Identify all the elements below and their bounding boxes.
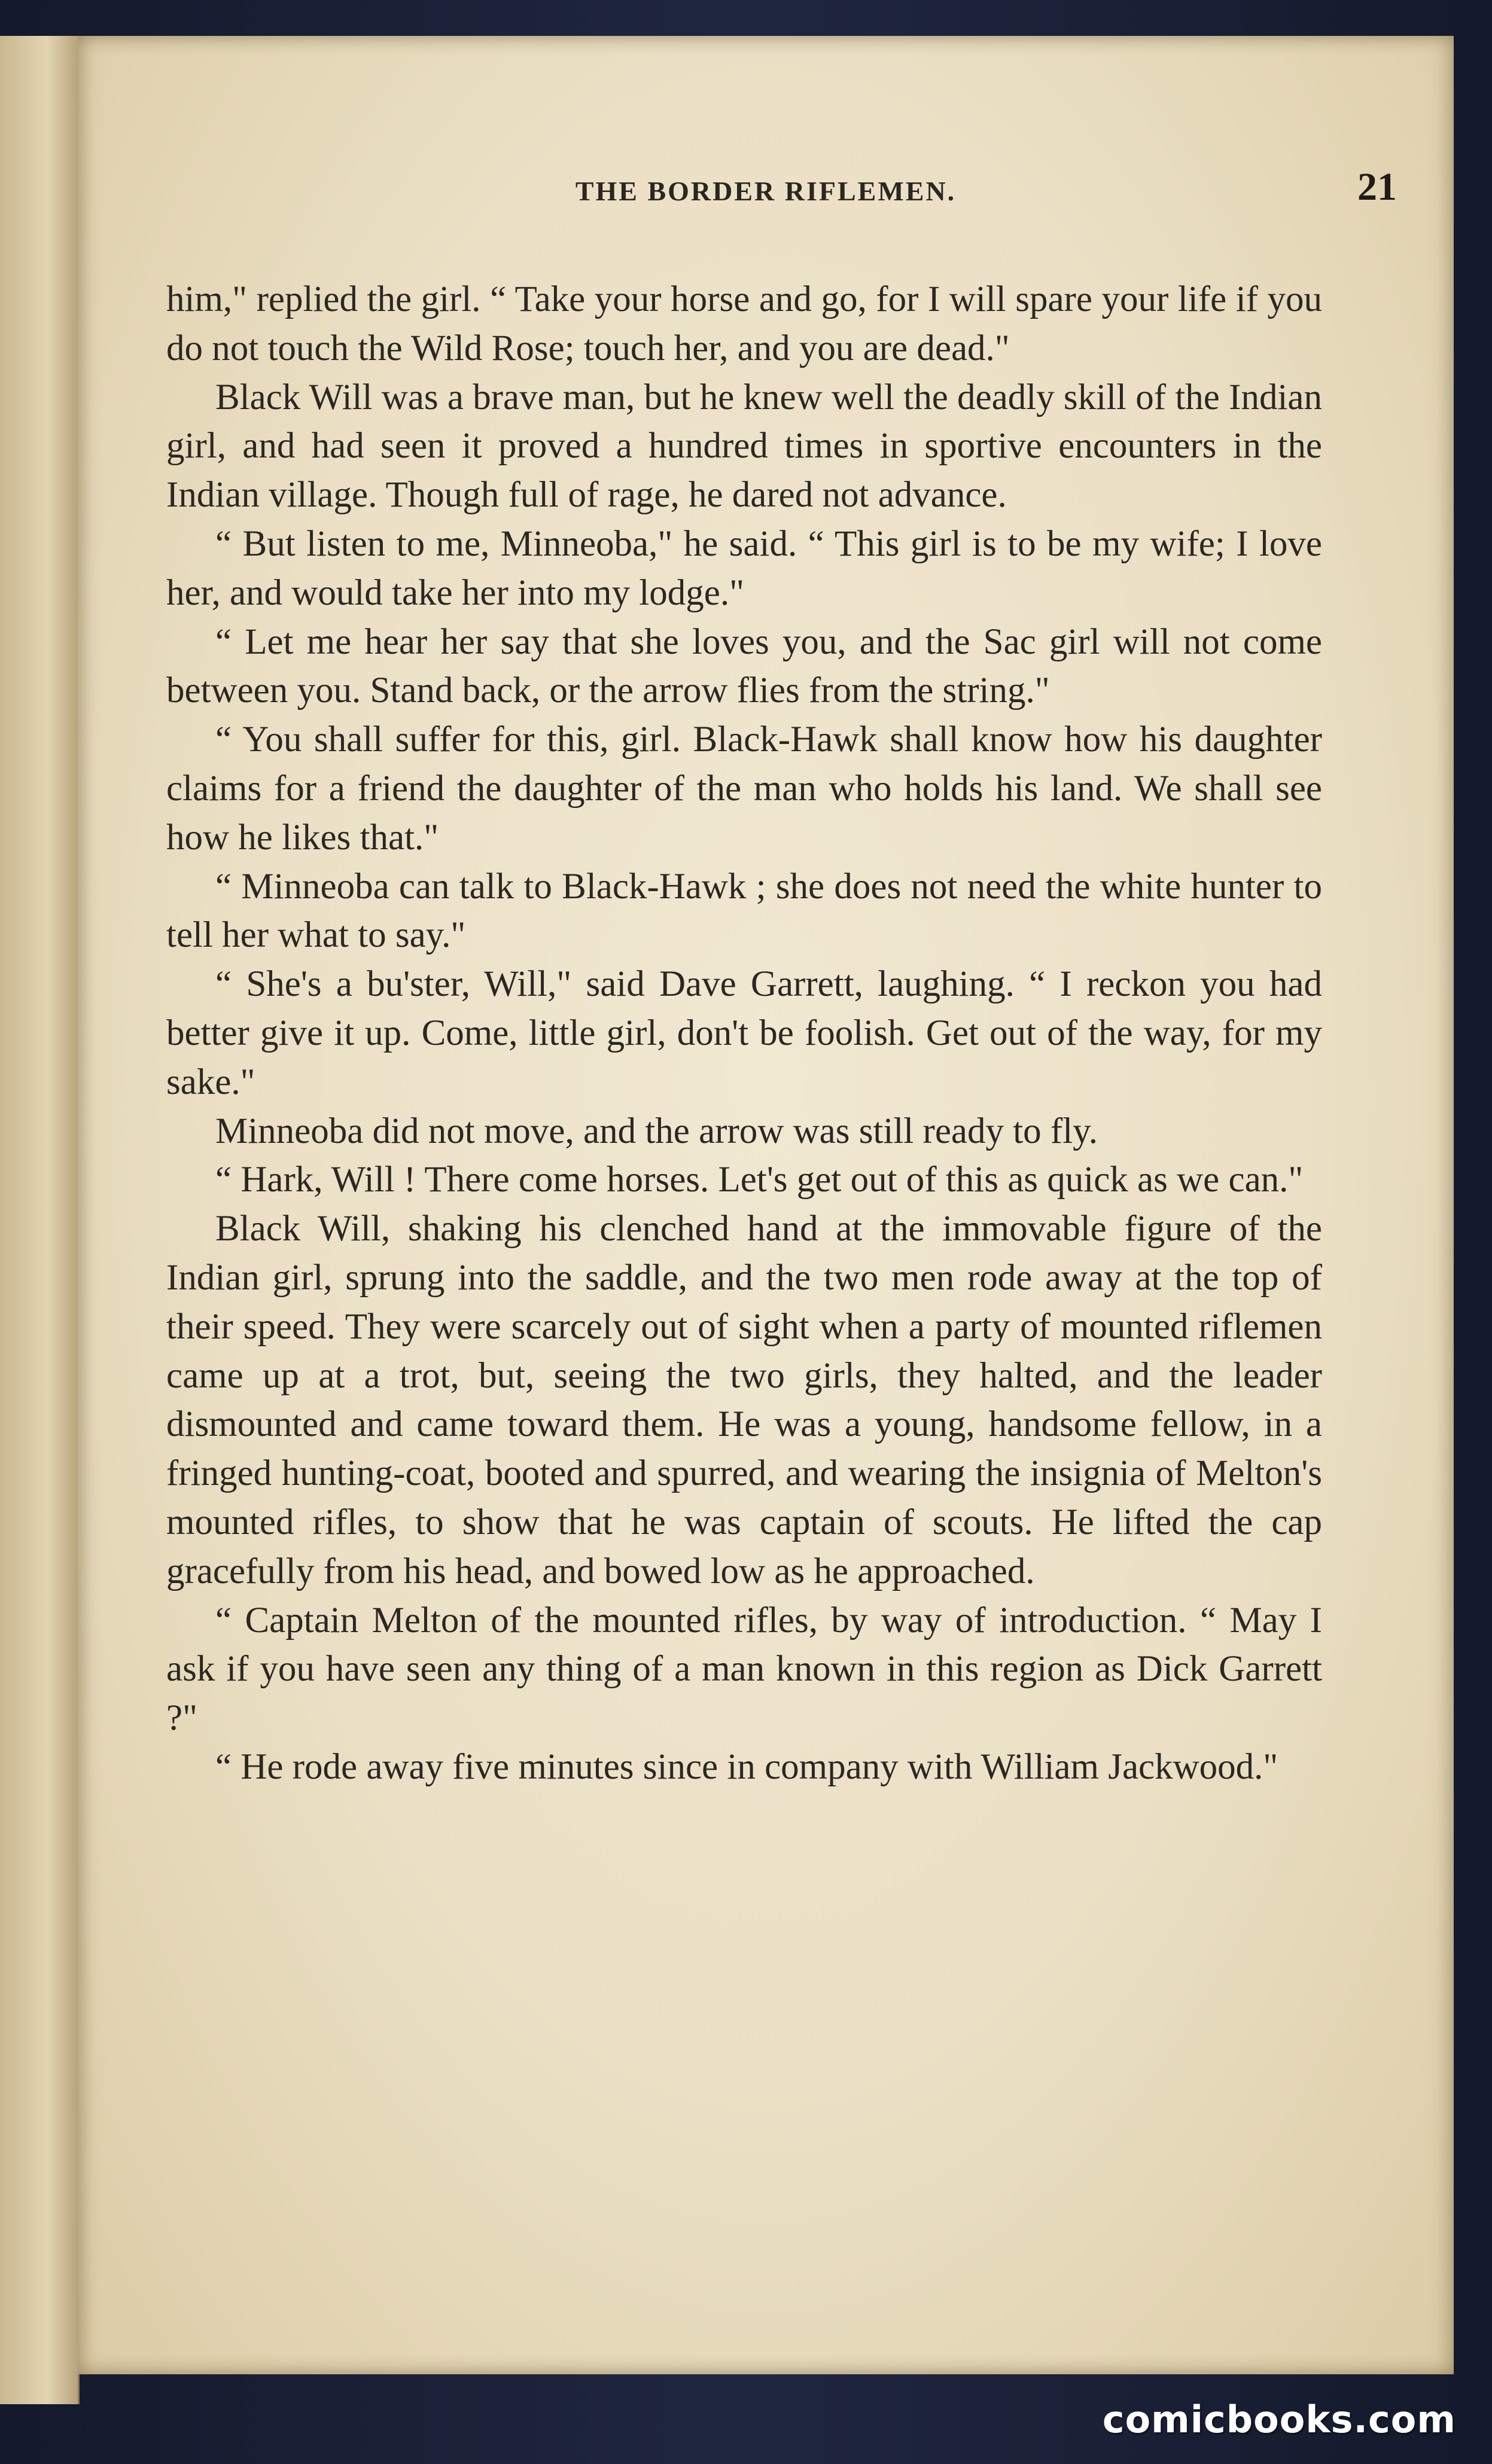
paragraph: Black Will, shaking his clenched hand at the immovable figure of the Indian girl, sprung into the saddle, and the two men rode away at the top of their speed. They were scarcely out of sight when a party of mounted riflemen came up at a trot, but, seeing the two girls, they halted, and the leader dismounted and came toward them. He was a young, handsome fellow, in a fringed hunting-coat, booted and spurred, and wearing the insignia of Melton's mounted rifles, to show that he was captain of scouts. He lifted the cap gracefully from his head, and bowed low as he approached. [166,1209,1322,1591]
running-head-title: THE BORDER RIFLEMEN. [575,176,957,206]
paragraph: Black Will was a brave man, but he knew well the deadly skill of the Indian girl, and had seen it proved a hundred times in sportive encounters in the Indian village. Though full of rage, he dared not advance. [166,377,1322,516]
running-head [78,164,1454,224]
book-page [78,36,1454,2374]
paragraph: “ She's a bu'ster, Will," said Dave Garrett, laughing. “ I reckon you had better give it up. Come, little girl, don't be foolish. Get out of the way, for my sake." [166,964,1322,1102]
body-text [166,275,1322,1792]
paragraph: him," replied the girl. “ Take your horse and go, for I will spare your life if you do not touch the Wild Rose; touch her, and you are dead." [166,279,1322,368]
left-page-edge [0,36,80,2404]
paragraph: “ Let me hear her say that she loves you, and the Sac girl will not come between you. Stand back, or the arrow flies from the string." [166,621,1322,711]
paragraph: Minneoba did not move, and the arrow was still ready to fly. [215,1111,1098,1151]
paragraph: “ Hark, Will ! There come horses. Let's get out of this as quick as we can." [215,1160,1304,1200]
paragraph: “ Captain Melton of the mounted rifles, by way of introduction. “ May I ask if you have seen any thing of a man known in this region as Dick Garrett ?" [166,1600,1322,1739]
page-number: 21 [1357,165,1397,209]
paragraph: “ You shall suffer for this, girl. Black-Hawk shall know how his daughter claims for a friend the daughter of the man who holds his land. We shall see how he likes that." [166,719,1322,858]
watermark: comicbooks.com [1102,2398,1456,2441]
paragraph: “ But listen to me, Minneoba," he said. “ This girl is to be my wife; I love her, and would take her into my lodge." [166,523,1322,613]
paragraph: “ Minneoba can talk to Black-Hawk ; she does not need the white hunter to tell her what to say." [166,866,1322,956]
paragraph: “ He rode away five minutes since in company with William Jackwood." [215,1746,1278,1787]
